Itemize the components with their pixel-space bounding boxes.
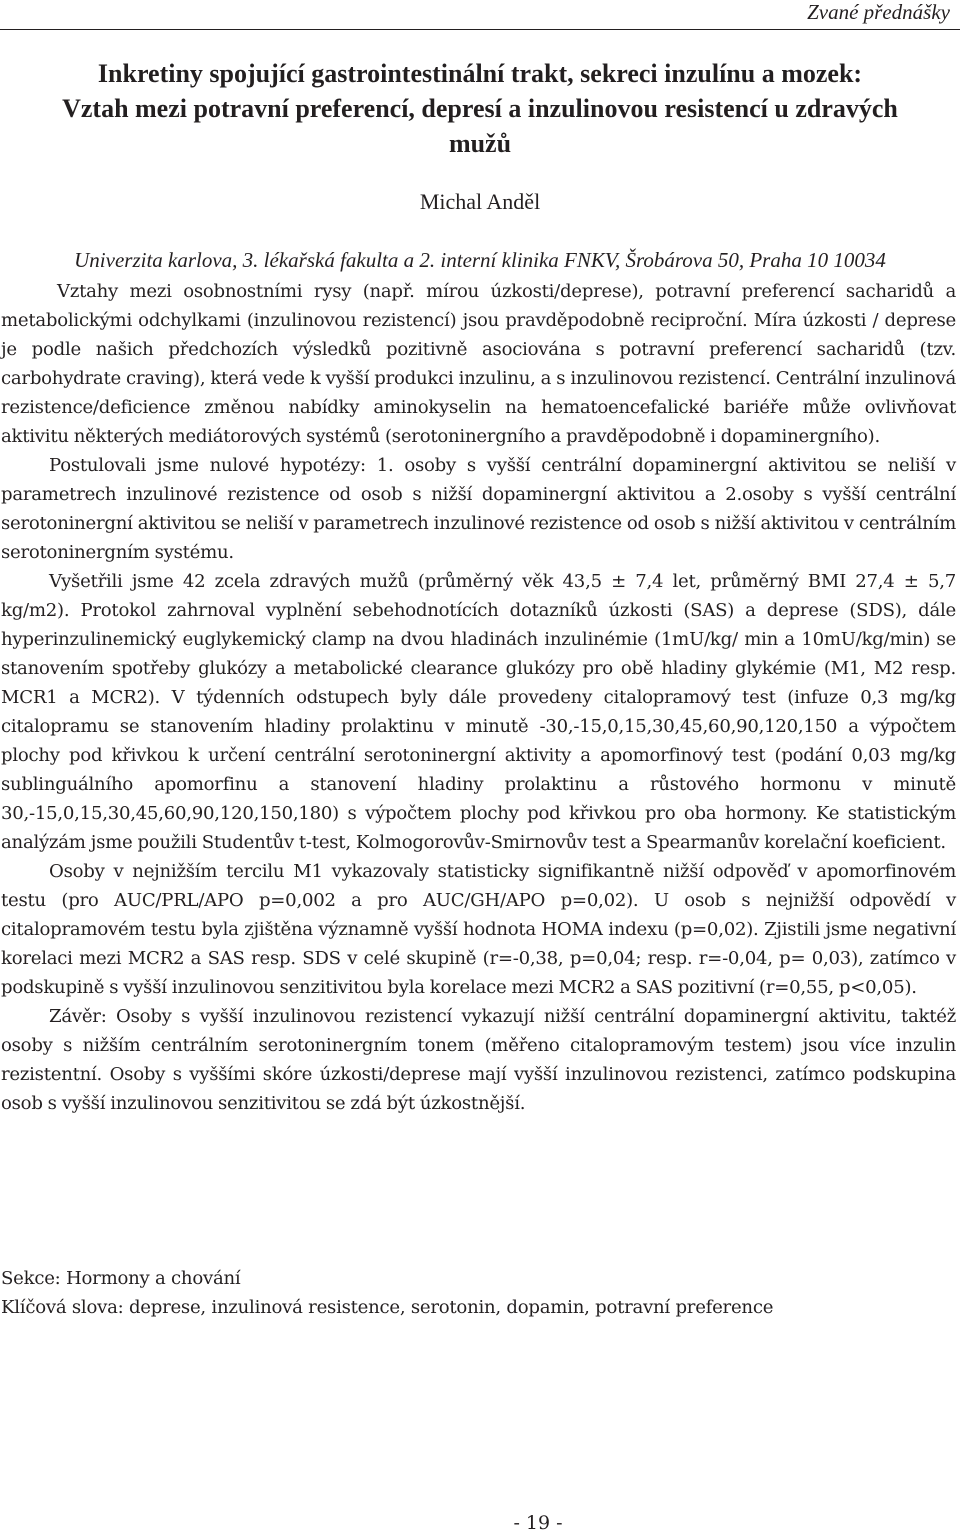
abstract-paragraph-methods: Vyšetřili jsme 42 zcela zdravých mužů (průměrný věk 43,5 ± 7,4 let, průměrný BMI 27,4 ± 5,7 kg/m2). Protokol zahrnoval vyplnění sebehodnotících dotazníků úzkosti (SAS) a deprese (SDS), dále hyperinzulinemický euglykemický clamp na dvou hladinách inzulinémie (1mU/kg/ min a 10mU/kg/min) se stanovením spotřeby glukózy a metabolické clearance glukózy pro obě hladiny glykémie (M1, M2 resp. MCR1 a MCR2). V týdenních odstupech byly dále provedeny citalopramový test (infuze 0,3 mg/kg citalopramu se stanovením hladiny prolaktinu v minutě -30,-15,0,15,30,45,60,90,120,150 a výpočtem plochy pod křivkou k určení centrální serotoninergní aktivity a apomorfinový test (podání 0,03 mg/kg sublinguálního apomorfinu a stanovení hladiny prolaktinu a růstového hormonu v minutě 30,-15,0,15,30,45,60,90,120,150,180) s výpočtem plochy pod křivkou pro oba hormony. Ke statistickým analýzám jsme použili Studentův t-test, Kolmogorovův-Smirnovův test a Spearmanův korelační koeficient. [1,571,956,853]
title-line-1: Inkretiny spojující gastrointestinální trakt, sekreci inzulínu a mozek: [97,59,863,88]
title-line-3: mužů [448,129,512,158]
abstract-body [1,277,956,1118]
paper-title [0,56,960,161]
author-name: Michal Anděl [419,189,541,214]
title-line-2: Vztah mezi potravní preferencí, depresí a inzulinovou resistencí u zdravých [62,94,898,123]
author-affiliation: Univerzita karlova, 3. lékařská fakulta a 2. interní klinika FNKV, Šrobárova 50, Praha 10 10034 [74,248,886,272]
abstract-paragraph-hypotheses: Postulovali jsme nulové hypotézy: 1. osoby s vyšší centrální dopaminergní aktivitou se neliší v parametrech inzulinové rezistence od osob s nižší dopaminergní aktivitou a 2.osoby s vyšší centrální serotoninergní aktivitou se neliší v parametrech inzulinové rezistence od osob s nižší aktivitou v centrálním serotoninergním systému. [1,455,956,563]
header-rule [0,29,960,30]
keywords-line: Klíčová slova: deprese, inzulinová resistence, serotonin, dopamin, potravní preference [1,1297,774,1318]
paper-metadata [1,1264,956,1322]
running-header-section-label: Zvané přednášky [807,0,950,24]
abstract-paragraph-background: Vztahy mezi osobnostními rysy (např. mírou úzkosti/deprese), potravní preferencí sacharidů a metabolickými odchylkami (inzulinovou rezistencí) jsou pravděpodobně reciproční. Míra úzkosti / deprese je podle našich předchozích výsledků pozitivně asociována s potravní preferencí sacharidů (tzv. carbohydrate craving), která vede k vyšší produkci inzulinu, a s inzulinovou rezistencí. Centrální inzulinová rezistence/deficience změnou nabídky aminokyselin na hematoencefalické bariéře může ovlivňovat aktivitu některých mediátorových systémů (serotoninergního a pravděpodobně i dopaminergního). [1,281,956,447]
page-number: - 19 - [513,1512,563,1534]
abstract-paragraph-results: Osoby v nejnižším tercilu M1 vykazovaly statisticky signifikantně nižší odpověď v apomorfinovém testu (pro AUC/PRL/APO p=0,002 a pro AUC/GH/APO p=0,02). U osob s nejnižší odpovědí v citalopramovém testu byla zjištěna významně vyšší hodnota HOMA indexu (p=0,02). Zjistili jsme negativní korelaci mezi MCR2 a SAS resp. SDS v celé skupině (r=-0,38, p=0,04; resp. r=-0,04, p= 0,03), zatímco v podskupině s vyšší inzulinovou senzitivitou byla korelace mezi MCR2 a SAS pozitivní (r=0,55, p<0,05). [1,861,956,998]
abstract-paragraph-conclusion: Závěr: Osoby s vyšší inzulinovou rezistencí vykazují nižší centrální dopaminergní aktivitu, taktéž osoby s nižším centrálním serotoninergním tonem (měřeno citalopramovým testem) jsou více inzulin rezistentní. Osoby s vyššími skóre úzkosti/deprese mají vyšší inzulinovou rezistenci, zatímco podskupina osob s vyšší inzulinovou senzitivitou se zdá být úzkostnější. [1,1006,956,1114]
section-line: Sekce: Hormony a chování [1,1268,241,1289]
